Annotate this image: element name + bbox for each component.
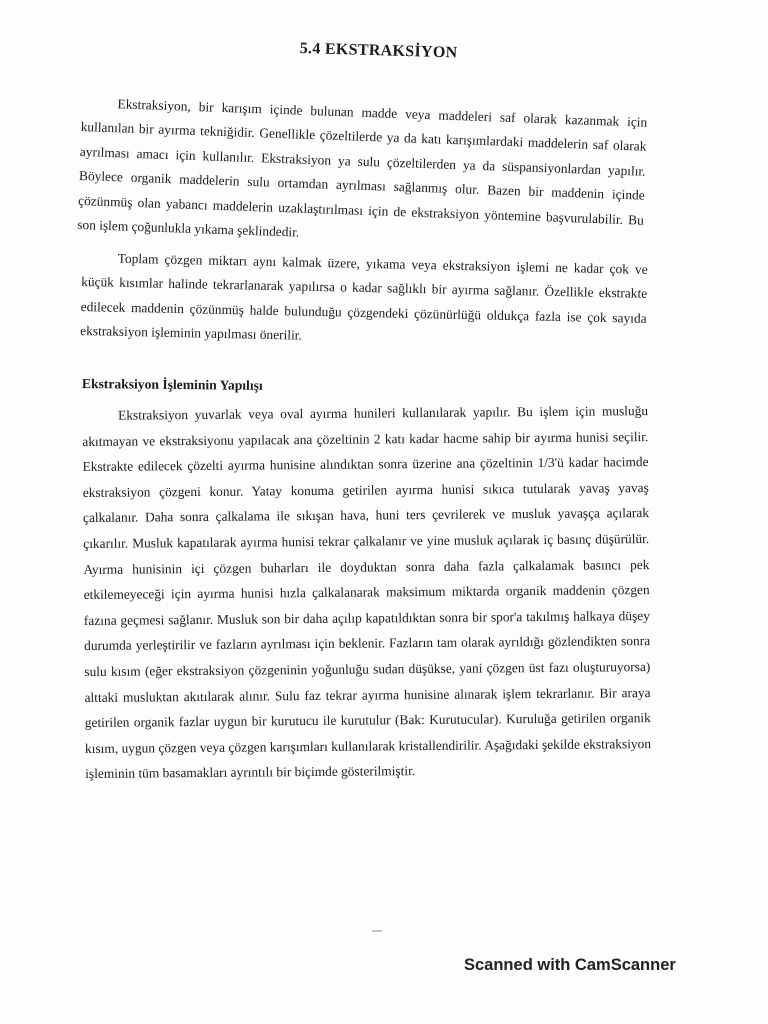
procedure-paragraph: Ekstraksiyon yuvarlak veya oval ayırma hunileri kullanılarak yapılır. Bu işlem için musluğu akıtmayan ve ekstraksiyonu yapılacak ana çözeltinin 2 katı kadar hacme sahip bir ayırma hunisi seçilir. Ekstrakte edilecek çözelti ayırma hunisine alındıktan sonra üzerine ana çözeltinin 1/3'ü kadar hacimde ekstraksiyon çözgeni konur. Yatay konuma getirilen ayırma hunisi sıkıca tutularak yavaş yavaş çalkalanır. Daha sonra çalkalama ile sıkışan hava, huni ters çevrilerek ve musluk yavaşça açılarak çıkarılır. Musluk kapatılarak ayırma hunisi tekrar çalkalanır ve yine musluk açılarak iç basınç düşürülür. Ayırma hunisinin içi çözgen buharları ile doyduktan sonra daha fazla çalkalamak basıncı pek etkilemeyeceği için ayırma hunisi hızla çalkalanarak maksimum miktarda organik maddenin çözgen fazına geçmesi sağlanır. Musluk son bir daha açılıp kapatıldıktan sonra bir spor'a takılmış halkaya düşey durumda yerleştirilir ve fazların ayrılması için beklenir. Fazların tam olarak ayrıldığı gözlendikten sonra sulu kısım (eğer ekstraksiyon çözgeninin yoğunluğu sudan düşükse, yani çözgen üst fazı oluşturuyorsa) alttaki musluktan akıtılarak alınır. Sulu faz tekrar ayırma hunisine alınarak işlem tekrarlanır. Bir araya getirilen organik fazlar uygun bir kurutucu ile kurutulur (Bak: Kurutucular). Kuruluğa getirilen organik kısım, uygun çözgen veya çözgen karışımları kullanılarak kristallendirilir. Aşağıdaki şekilde ekstraksiyon işleminin tüm basamakları ayrıntılı bir biçimde gösterilmiştir. (82, 403, 652, 782)
section-heading: Ekstraksiyon İşleminin Yapılışı (81, 376, 263, 393)
solvent-paragraph: Toplam çözgen miktarı aynı kalmak üzere, yıkama veya ekstraksiyon işlemi ne kadar çok ve küçük kısımlar halinde tekrarlanarak yapılırsa o kadar sağlıklı bir ayırma sağlanır. Özellikle ekstrakte edilecek maddenin çözünmüş halde bulunduğu çözgendeki çözünürlüğü oldukça fazla ise çok sayıda ekstraksiyon işleminin yapılması önerilir. (80, 250, 648, 343)
intro-paragraph: Ekstraksiyon, bir karışım içinde bulunan madde veya maddeleri saf olarak kazanmak için kullanılan bir ayırma tekniğidir. Genellikle çözeltilerde ya da katı karışımlardaki maddelerin saf olarak ayrılması amacı için kullanılır. Ekstraksiyon ya sulu çözeltilerden ya da süspansiyonlardan yapılır. Böylece organik maddelerin sulu ortamdan ayrılması sağlanmış olur. Bazen bir maddenin içinde çözünmüş olan yabancı maddelerin uzaklaştırılması için de ekstraksiyon yöntemine başvurulabilir. Bu son işlem çoğunlukla yıkama şeklindedir. (77, 96, 648, 240)
camscanner-watermark: Scanned with CamScanner (464, 956, 676, 974)
page-title: 5.4 EKSTRAKSİYON (299, 40, 458, 62)
scan-speck (372, 930, 382, 932)
